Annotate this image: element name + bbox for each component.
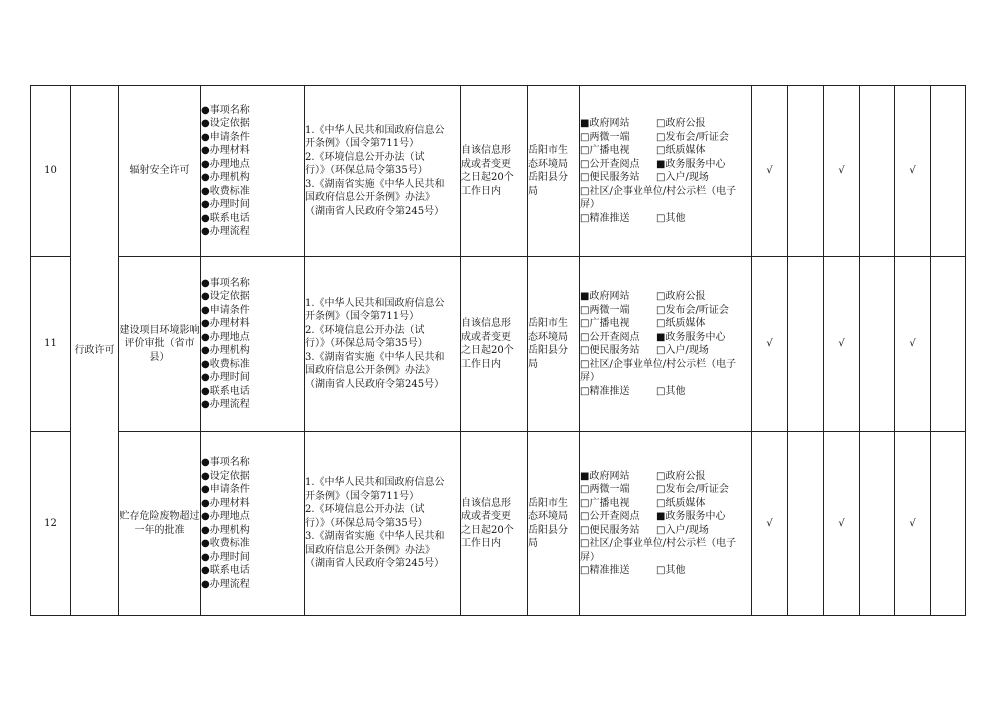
text-line: 局 (528, 538, 538, 549)
legal-basis (305, 257, 461, 432)
check-cell: √ (752, 432, 788, 616)
text-line: ●办理流程 (201, 226, 250, 237)
channel-full-line: □社区/企事业单位/村公示栏（电子屏） (580, 538, 737, 563)
text-line: □广播电视 (580, 497, 630, 509)
text-line: 1.《中华人民共和国政府信息公 (305, 124, 445, 136)
row-number: 12 (31, 432, 71, 616)
text-line: ●办理时间 (201, 551, 250, 563)
text-line: ●办理机构 (201, 345, 250, 356)
category-cell (71, 86, 119, 616)
item-name (119, 257, 201, 432)
text-line: 岳阳市生 (528, 145, 568, 156)
text-line: □政府公报 (656, 118, 706, 129)
text-line: ■政务服务中心 (656, 331, 726, 343)
text-line: □发布会/听证会 (656, 484, 729, 495)
row-number: 11 (31, 257, 71, 432)
disclosure-channels (580, 86, 752, 257)
text-line: 开条例》（国令第711号） (305, 311, 420, 323)
check-cell (860, 257, 895, 432)
text-line: ●联系电话 (201, 565, 250, 576)
check-cell: √ (824, 257, 860, 432)
text-line: □便民服务站 (580, 172, 640, 183)
text-line: ■政府网站 (580, 291, 630, 302)
text-line: 开条例》（国令第711号） (305, 138, 420, 150)
text-line: □公开查阅点 (580, 511, 640, 522)
channel-full-line: □社区/企事业单位/村公示栏（电子屏） (580, 185, 737, 210)
text-line: 岳阳市生 (528, 497, 568, 509)
text-line: □广播电视 (580, 145, 630, 156)
item-name-text: 贮存危险废物超过一年的批准 (119, 511, 200, 536)
channel-grid (580, 470, 751, 578)
text-line: 2.《环境信息公开办法（试 (305, 324, 425, 336)
text-line: 3.《湖南省实施《中华人民共和 (305, 351, 445, 363)
text-line: 行）》（环保总局令第35号） (305, 165, 428, 177)
text-line: ●办理地点 (201, 331, 250, 343)
text-line: ●办理机构 (201, 524, 250, 536)
table-row (31, 86, 966, 257)
item-name-text: 辐射安全许可 (129, 165, 190, 177)
check-cell: √ (895, 257, 931, 432)
check-cell (860, 86, 895, 257)
text-line: 2.《环境信息公开办法（试 (305, 504, 425, 516)
check-cell (860, 432, 895, 616)
row-number: 10 (31, 86, 71, 257)
text-line: □公开查阅点 (580, 331, 640, 343)
text-line: 岳阳县分 (528, 172, 568, 183)
text-line: ●办理机构 (201, 172, 250, 183)
text-line: 国政府信息公开条例》办法》 (305, 192, 435, 204)
text-line: □精准推送 (580, 565, 630, 576)
text-line: （湖南省人民政府令第245号） (305, 558, 445, 570)
text-line: ●办理地点 (201, 511, 250, 522)
text-line: ●申请条件 (201, 304, 250, 316)
text-line: 自该信息形 (461, 318, 511, 329)
legal-basis (305, 86, 461, 257)
text-line: 1.《中华人民共和国政府信息公 (305, 297, 445, 309)
text-line: ●申请条件 (201, 131, 250, 143)
text-line: 工作日内 (461, 358, 501, 370)
text-line: 行）》（环保总局令第35号） (305, 517, 428, 529)
item-name-text: 建设项目环境影响评价审批（省市县） (119, 324, 200, 363)
text-line: 国政府信息公开条例》办法》 (305, 544, 435, 556)
content-list (201, 432, 305, 616)
text-line: 态环境局 (528, 511, 568, 522)
legal-basis (305, 432, 461, 616)
check-cell (788, 257, 824, 432)
channel-grid (580, 117, 751, 225)
text-line: ●办理材料 (201, 145, 250, 156)
text-line: ■政府网站 (580, 470, 630, 482)
disclosure-time (461, 432, 528, 616)
text-line: 行）》（环保总局令第35号） (305, 338, 428, 350)
channel-full-line: □社区/企事业单位/村公示栏（电子屏） (580, 358, 737, 383)
text-line: □其他 (656, 565, 686, 576)
text-line: 工作日内 (461, 185, 501, 197)
text-line: ■政务服务中心 (656, 511, 726, 522)
text-line: □政府公报 (656, 291, 706, 302)
channel-grid (580, 290, 751, 398)
text-line: ●收费标准 (201, 185, 250, 197)
text-line: □公开查阅点 (580, 158, 640, 170)
check-cell (931, 86, 966, 257)
check-cell: √ (752, 86, 788, 257)
item-name (119, 86, 201, 257)
text-line: □入户/现场 (656, 524, 709, 536)
text-line: ●联系电话 (201, 385, 250, 397)
text-line: ●收费标准 (201, 538, 250, 549)
text-line: （湖南省人民政府令第245号） (305, 378, 445, 390)
text-line: 3.《湖南省实施《中华人民共和 (305, 178, 445, 190)
text-line: ■政府网站 (580, 118, 630, 129)
text-line: □精准推送 (580, 212, 630, 224)
check-cell (931, 432, 966, 616)
text-line: □广播电视 (580, 318, 630, 329)
text-line: 开条例》（国令第711号） (305, 490, 420, 502)
text-line: ●设定依据 (201, 470, 250, 482)
text-line: ●事项名称 (201, 277, 250, 289)
text-line: 态环境局 (528, 331, 568, 343)
content-list (201, 86, 305, 257)
check-cell: √ (895, 432, 931, 616)
text-line: 岳阳县分 (528, 345, 568, 356)
text-line: ●办理流程 (201, 578, 250, 590)
text-line: 自该信息形 (461, 145, 511, 156)
table-row (31, 257, 966, 432)
text-line: 局 (528, 185, 538, 197)
text-line: 岳阳县分 (528, 524, 568, 536)
text-line: ●事项名称 (201, 457, 250, 468)
category-label: 行政许可 (74, 344, 115, 356)
text-line: ●设定依据 (201, 291, 250, 302)
text-line: □政府公报 (656, 470, 706, 482)
text-line: ●办理材料 (201, 318, 250, 329)
text-line: ●办理材料 (201, 497, 250, 509)
text-line: 2.《环境信息公开办法（试 (305, 151, 425, 163)
text-line: 自该信息形 (461, 497, 511, 509)
text-line: 之日起20个 (461, 172, 514, 183)
text-line: 3.《湖南省实施《中华人民共和 (305, 531, 445, 543)
responsible-dept (528, 432, 580, 616)
text-line: □两微一端 (580, 484, 630, 495)
check-cell (931, 257, 966, 432)
text-line: □两微一端 (580, 131, 630, 143)
text-line: □发布会/听证会 (656, 304, 729, 316)
text-line: ●收费标准 (201, 358, 250, 370)
text-line: □便民服务站 (580, 524, 640, 536)
text-line: （湖南省人民政府令第245号） (305, 205, 445, 217)
check-cell: √ (824, 86, 860, 257)
text-line: 之日起20个 (461, 524, 514, 536)
disclosure-time (461, 257, 528, 432)
text-line: ●办理流程 (201, 399, 250, 410)
table-row (31, 432, 966, 616)
item-name (119, 432, 201, 616)
disclosure-time (461, 86, 528, 257)
text-line: □精准推送 (580, 385, 630, 397)
check-cell: √ (895, 86, 931, 257)
content-list (201, 257, 305, 432)
text-line: 1.《中华人民共和国政府信息公 (305, 477, 445, 489)
text-line: ●联系电话 (201, 212, 250, 224)
text-line: □纸质媒体 (656, 497, 706, 509)
text-line: ●办理时间 (201, 372, 250, 383)
text-line: □入户/现场 (656, 345, 709, 356)
check-cell (788, 432, 824, 616)
text-line: □便民服务站 (580, 345, 640, 356)
text-line: 成或者变更 (461, 331, 511, 343)
disclosure-channels (580, 432, 752, 616)
responsible-dept (528, 257, 580, 432)
text-line: □入户/现场 (656, 172, 709, 183)
text-line: □其他 (656, 212, 686, 224)
text-line: 成或者变更 (461, 511, 511, 522)
text-line: ●事项名称 (201, 104, 250, 116)
text-line: 国政府信息公开条例》办法》 (305, 365, 435, 377)
text-line: □发布会/听证会 (656, 131, 729, 143)
text-line: 工作日内 (461, 538, 501, 549)
disclosure-table (30, 85, 966, 616)
responsible-dept (528, 86, 580, 257)
text-line: ■政务服务中心 (656, 158, 726, 170)
text-line: □其他 (656, 385, 686, 397)
text-line: □两微一端 (580, 304, 630, 316)
text-line: 成或者变更 (461, 158, 511, 170)
text-line: □纸质媒体 (656, 145, 706, 156)
text-line: □纸质媒体 (656, 318, 706, 329)
text-line: 岳阳市生 (528, 318, 568, 329)
text-line: ●办理时间 (201, 199, 250, 210)
text-line: ●设定依据 (201, 118, 250, 129)
text-line: ●申请条件 (201, 484, 250, 495)
disclosure-channels (580, 257, 752, 432)
text-line: 局 (528, 358, 538, 370)
text-line: 之日起20个 (461, 345, 514, 356)
check-cell (788, 86, 824, 257)
check-cell: √ (752, 257, 788, 432)
text-line: 态环境局 (528, 158, 568, 170)
text-line: ●办理地点 (201, 158, 250, 170)
check-cell: √ (824, 432, 860, 616)
